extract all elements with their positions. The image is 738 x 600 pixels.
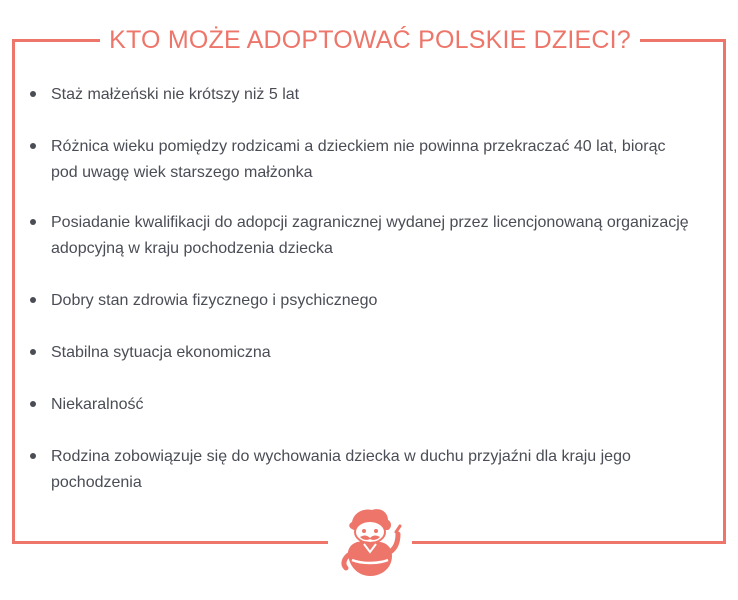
list-item-text: Posiadanie kwalifikacji do adopcji zagranicznej wydanej przez licencjonowaną organizację adopcyjną w kraju pochodzenia dziecka <box>51 214 689 257</box>
page-title: KTO MOŻE ADOPTOWAĆ POLSKIE DZIECI? <box>109 26 631 54</box>
bullet-icon <box>30 349 36 355</box>
list-item <box>30 444 700 496</box>
bullet-icon <box>30 219 36 225</box>
frame-top-right-line <box>640 39 726 42</box>
bullet-icon <box>30 91 36 97</box>
list-item <box>30 340 700 366</box>
frame-bottom-right-line <box>412 541 726 544</box>
list-item-text: Rodzina zobowiązuje się do wychowania dziecka w duchu przyjaźni dla kraju jego pochodzenia <box>51 448 631 491</box>
list-item <box>30 392 700 418</box>
frame-top-left-line <box>12 39 100 42</box>
bullet-icon <box>30 401 36 407</box>
list-item <box>30 288 700 314</box>
list-item <box>30 210 700 262</box>
mascot-icon <box>330 506 410 578</box>
list-item-text: Różnica wieku pomiędzy rodzicami a dzieckiem nie powinna przekraczać 40 lat, biorąc pod uwagę wiek starszego małżonka <box>51 138 666 181</box>
list-item <box>30 82 700 108</box>
list-item-text: Staż małżeński nie krótszy niż 5 lat <box>51 86 300 103</box>
list-item <box>30 134 700 186</box>
list-item-text: Dobry stan zdrowia fizycznego i psychicznego <box>51 292 378 309</box>
bullet-icon <box>30 453 36 459</box>
list-item-text: Stabilna sytuacja ekonomiczna <box>51 344 271 361</box>
bullet-icon <box>30 143 36 149</box>
frame-bottom-left-line <box>12 541 328 544</box>
bullet-icon <box>30 297 36 303</box>
list-item-text: Niekaralność <box>51 396 144 413</box>
